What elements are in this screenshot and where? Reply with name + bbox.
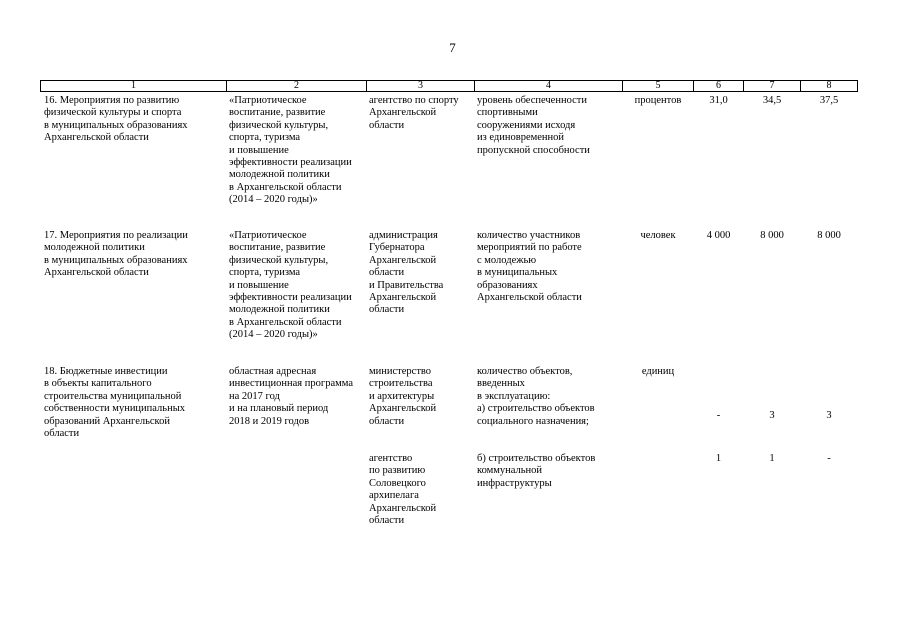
row-16-value-2018: 31,0 bbox=[709, 95, 728, 106]
header-col-8: 8 bbox=[800, 80, 858, 92]
row-17-program: «Патриотическое воспитание, развитие физической культуры, спорта, туризма и повышение эффективности реализации молодежной политики в Архангельской области (2014 – 2020 годы)» bbox=[229, 230, 352, 341]
header-col-4: 4 bbox=[474, 80, 623, 92]
row-17-indicator: количество участников мероприятий по работе с молодежью в муниципальных образованиях Архангельской области bbox=[477, 230, 582, 304]
row-18-indicator: количество объектов, введенных в эксплуатацию: а) строительство объектов социального назначения; bbox=[477, 366, 595, 427]
header-col-6: 6 bbox=[693, 80, 744, 92]
row-17-measure: 17. Мероприятия по реализации молодежной политики в муниципальных образованиях Архангельской области bbox=[44, 230, 188, 279]
header-col-7: 7 bbox=[743, 80, 801, 92]
row-18b-indicator: б) строительство объектов коммунальной инфраструктуры bbox=[477, 453, 596, 489]
row-16-measure: 16. Мероприятия по развитию физической культуры и спорта в муниципальных образованиях Архангельской области bbox=[44, 95, 188, 144]
row-18b-value-2019: 1 bbox=[769, 453, 775, 464]
row-18-executor: министерство строительства и архитектуры Архангельской области bbox=[369, 366, 437, 427]
row-18-program: областная адресная инвестиционная программа на 2017 год и на плановый период 2018 и 2019 годов bbox=[229, 366, 353, 427]
header-col-1: 1 bbox=[40, 80, 227, 92]
row-18b-executor: агентство по развитию Соловецкого архипелага Архангельской области bbox=[369, 453, 437, 527]
row-18-value-2020: 3 bbox=[826, 410, 832, 421]
row-16-value-2019: 34,5 bbox=[762, 95, 782, 106]
row-17-value-2019: 8 000 bbox=[760, 230, 784, 241]
row-17-value-2018: 4 000 bbox=[706, 230, 731, 241]
row-18-value-2019: 3 bbox=[769, 410, 775, 421]
page-number: 7 bbox=[449, 40, 456, 55]
row-16-indicator: уровень обеспеченности спортивными сооружениями исходя из единовременной пропускной способности bbox=[477, 95, 590, 156]
header-col-3: 3 bbox=[366, 80, 475, 92]
header-col-2: 2 bbox=[226, 80, 367, 92]
row-16-value-2020: 37,5 bbox=[819, 95, 839, 106]
row-18b-value-2018: 1 bbox=[715, 453, 722, 464]
row-16-unit: процентов bbox=[634, 95, 682, 106]
row-18b-value-2020: - bbox=[827, 453, 831, 464]
row-17-unit: человек bbox=[640, 230, 676, 241]
row-16-program: «Патриотическое воспитание, развитие физической культуры, спорта, туризма и повышение эффективности реализации молодежной политики в Архангельской области (2014 – 2020 годы)» bbox=[229, 95, 352, 206]
row-17-executor: администрация Губернатора Архангельской области и Правительства Архангельской области bbox=[369, 230, 444, 316]
row-18-unit: единиц bbox=[641, 366, 675, 377]
row-17-value-2020: 8 000 bbox=[817, 230, 841, 241]
row-16-executor: агентство по спорту Архангельской области bbox=[369, 95, 459, 131]
row-18-measure: 18. Бюджетные инвестиции в объекты капитального строительства муниципальной собственности муниципальных образований Архангельской области bbox=[44, 366, 185, 440]
row-18-value-2018: - bbox=[716, 410, 721, 421]
header-col-5: 5 bbox=[622, 80, 694, 92]
